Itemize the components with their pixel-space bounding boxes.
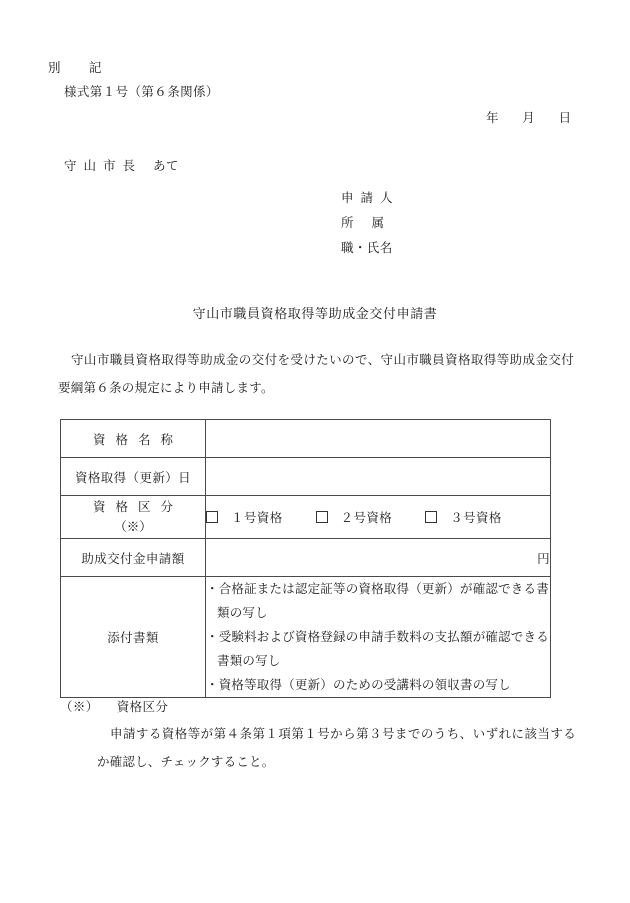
footnote-heading <box>60 694 576 720</box>
addressee <box>64 160 179 173</box>
amount-label-cell <box>61 539 206 577</box>
list-item: ・合格証または認定証等の資格取得（更新）が確認できる書類の写し <box>206 581 549 620</box>
checkbox-icon[interactable] <box>316 511 328 523</box>
amount-label: 助成交付金申請額 <box>81 550 185 566</box>
amount-value-cell[interactable] <box>206 539 551 577</box>
footnote-heading-label: 資格区分 <box>116 699 169 714</box>
footnote-text: 申請する資格等が第４条第１項第１号から第３号までのうち、いずれに該当するか確認し、チェックすること。 <box>97 726 576 769</box>
acquisition-date-label: 資格取得（更新）日 <box>74 469 192 485</box>
attachments-label: 添付書類 <box>107 630 159 645</box>
form-number: 様式第１号（第６条関係） <box>64 84 219 99</box>
table-row <box>61 539 551 577</box>
attachments-list-cell <box>206 577 551 698</box>
date-month-label: 月 <box>522 110 536 125</box>
applicant-block <box>341 185 402 260</box>
date-day-label: 日 <box>558 110 572 125</box>
date-year-label: 年 <box>486 110 499 125</box>
checkbox-option-3-label: ３号資格 <box>450 510 502 525</box>
addressee-name: 守山市長 <box>64 158 143 173</box>
attachments-label-cell <box>61 577 206 698</box>
page-title: 守山市職員資格取得等助成金交付申請書 <box>192 307 438 322</box>
table-row <box>61 420 551 458</box>
table-row <box>61 577 551 698</box>
checkbox-icon[interactable] <box>425 511 437 523</box>
qualification-class-label-cell <box>61 496 206 539</box>
qualification-name-label-cell <box>61 420 206 458</box>
list-item: ・資格等取得（更新）のための受講料の領収書の写し <box>206 677 511 692</box>
qualification-name-value-cell[interactable] <box>206 420 551 458</box>
application-table <box>60 419 551 698</box>
acquisition-date-label-cell <box>61 458 206 496</box>
footnote <box>60 694 576 776</box>
checkbox-icon[interactable] <box>206 511 218 523</box>
qualification-class-label: 資格区分 <box>92 499 183 514</box>
affiliation-label: 所属 <box>341 215 403 230</box>
checkbox-option-2[interactable] <box>316 510 393 525</box>
qualification-name-label: 資格名称 <box>92 431 183 447</box>
title-name-label: 職・氏名 <box>341 240 393 255</box>
qualification-class-note-mark: （※） <box>114 519 152 534</box>
table-row <box>61 496 551 539</box>
checkbox-option-1-label: １号資格 <box>231 510 283 525</box>
checkbox-option-1[interactable] <box>206 510 283 525</box>
acquisition-date-value-cell[interactable] <box>206 458 551 496</box>
addressee-suffix: あて <box>153 158 179 173</box>
qualification-class-options-cell <box>206 496 551 539</box>
date-line <box>486 112 571 125</box>
document-label-bekki: 別 記 <box>48 60 110 75</box>
footnote-mark: （※） <box>60 699 99 714</box>
list-item: ・受験料および資格登録の申請手数料の支払額が確認できる書類の写し <box>206 629 549 668</box>
table-row <box>61 458 551 496</box>
applicant-label: 申請人 <box>341 190 400 205</box>
body-paragraph: 守山市職員資格取得等助成金の交付を受けたいので、守山市職員資格取得等助成金交付要綱第６条の規定により申請します。 <box>58 352 574 395</box>
currency-unit-label: 円 <box>537 550 550 566</box>
checkbox-option-3[interactable] <box>425 510 502 525</box>
checkbox-option-2-label: ２号資格 <box>340 510 393 525</box>
